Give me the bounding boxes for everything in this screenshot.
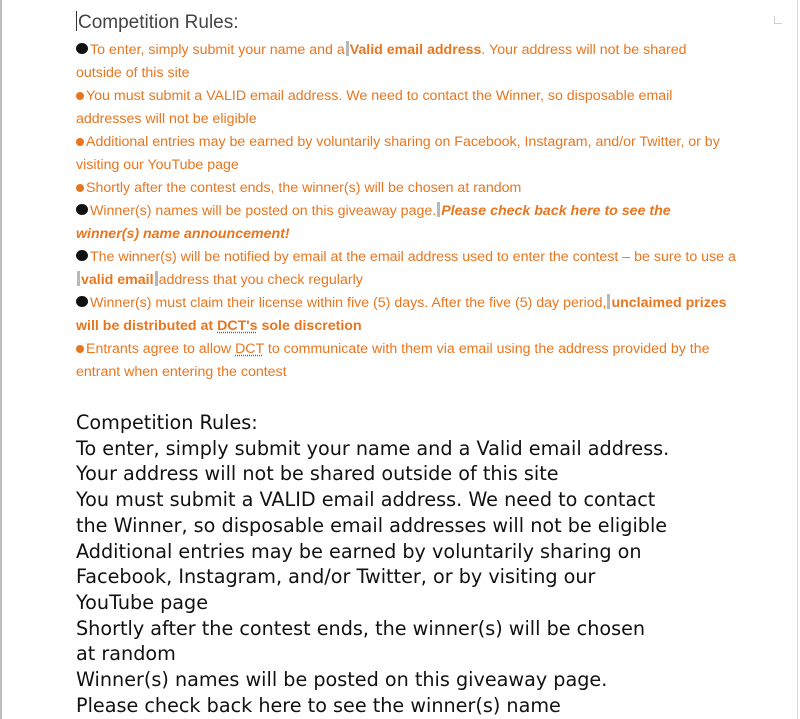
rule-item: Shortly after the contest ends, the winner(s) will be chosen at random bbox=[76, 177, 736, 200]
formatted-rules-section[interactable] bbox=[76, 10, 736, 384]
plain-text-line: the Winner, so disposable email addresses will not be eligible bbox=[76, 513, 668, 537]
spellcheck-word: DCT bbox=[235, 341, 264, 357]
plain-text-line: at random bbox=[76, 642, 176, 666]
plain-text-rules-section[interactable] bbox=[76, 410, 776, 718]
selection-marker bbox=[346, 41, 349, 56]
page-corner-mark bbox=[774, 16, 782, 24]
selection-marker bbox=[437, 202, 440, 217]
plain-text-line: Shortly after the contest ends, the winner(s) will be chosen bbox=[76, 616, 646, 640]
plain-text-line: Winner(s) names will be posted on this giveaway page. bbox=[76, 668, 608, 692]
plain-text-line: YouTube page bbox=[76, 590, 209, 614]
plain-text-line: Facebook, Instagram, and/or Twitter, or by visiting our bbox=[76, 565, 596, 589]
rule-item: Entrants agree to allow DCT to communicate with them via email using the address provided by the entrant when entering the contest bbox=[76, 341, 710, 380]
bullet-icon bbox=[76, 296, 88, 307]
rule-item: Winner(s) must claim their license within five (5) days. After the five (5) day period, unclaimed prizes will be distributed at DCT's sole discretion bbox=[76, 295, 727, 334]
text-cursor bbox=[76, 11, 77, 31]
bullet-icon bbox=[76, 43, 88, 54]
plain-text-line: Your address will not be shared outside of this site bbox=[76, 462, 559, 486]
document-right-border bbox=[797, 0, 798, 719]
plain-text-line: You must submit a VALID email address. We need to contact bbox=[76, 488, 656, 512]
bullet-icon bbox=[76, 204, 88, 215]
rule-item: Winner(s) names will be posted on this giveaway page. Please check back here to see the winner(s) name announcement! bbox=[76, 203, 671, 242]
rule-item: The winner(s) will be notified by email at the email address used to enter the contest – be sure to use avalid email address that you check regularly bbox=[76, 246, 736, 292]
document-left-border bbox=[0, 0, 2, 719]
plain-text-line: Additional entries may be earned by voluntarily sharing on bbox=[76, 539, 642, 563]
bullet-icon bbox=[76, 92, 84, 100]
spellcheck-word: DCT's bbox=[217, 318, 258, 334]
selection-marker bbox=[607, 294, 610, 309]
rule-item: Additional entries may be earned by voluntarily sharing on Facebook, Instagram, and/or Twitter, or by visiting our YouTube page bbox=[76, 134, 720, 173]
plain-text-line: To enter, simply submit your name and a Valid email address. bbox=[76, 436, 670, 460]
plain-text-line: Please check back here to see the winner(s) name bbox=[76, 693, 561, 717]
bullet-icon bbox=[76, 138, 84, 146]
bullet-icon bbox=[76, 345, 84, 353]
rule-item: To enter, simply submit your name and a Valid email address. Your address will not be shared outside of this site bbox=[76, 42, 687, 81]
rule-item: You must submit a VALID email address. We need to contact the Winner, so disposable email addresses will not be eligible bbox=[76, 88, 673, 127]
bullet-icon bbox=[76, 250, 88, 261]
bullet-icon bbox=[76, 184, 84, 192]
selection-marker bbox=[155, 271, 158, 286]
selection-marker bbox=[77, 271, 80, 286]
plain-text-line: Competition Rules: bbox=[76, 411, 258, 434]
formatted-heading[interactable]: Competition Rules: bbox=[78, 12, 239, 33]
